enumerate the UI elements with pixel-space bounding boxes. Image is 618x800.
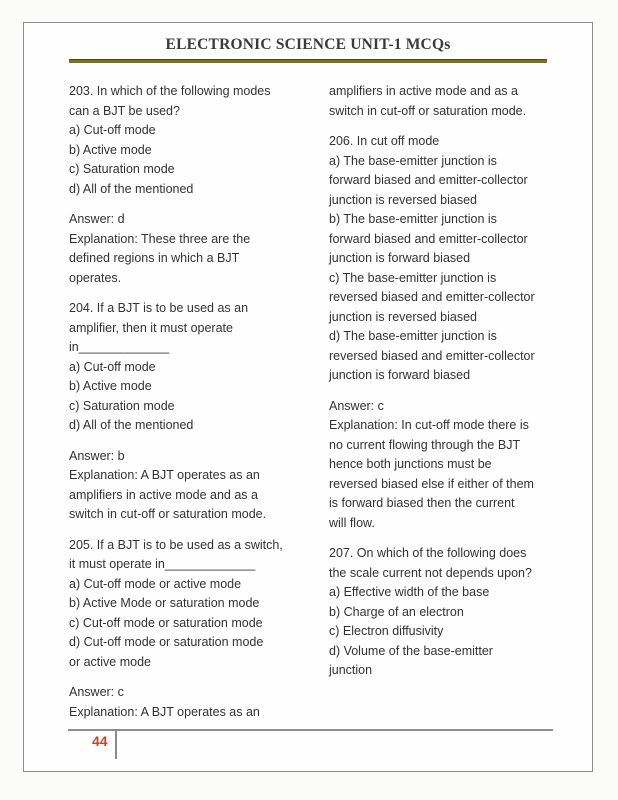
- text-line: it must operate in_____________: [69, 557, 256, 571]
- text-line: Answer: d: [69, 212, 125, 226]
- text-line: reversed biased and emitter-collector: [329, 348, 535, 363]
- question-block: [69, 82, 307, 199]
- text-line: the scale current not depends upon?: [329, 565, 532, 580]
- page-title: ELECTRONIC SCIENCE UNIT-1 MCQs: [165, 36, 451, 53]
- text-line: d) Cut-off mode or saturation mode: [69, 635, 264, 649]
- text-line: switch in cut-off or saturation mode.: [329, 103, 527, 118]
- text-line: c) Cut-off mode or saturation mode: [69, 615, 263, 630]
- answer-block: [329, 397, 567, 534]
- text-line: hence both junctions must be: [329, 457, 492, 471]
- text-line: reversed biased and emitter-collector: [329, 290, 535, 304]
- text-line: Explanation: In cut-off mode there is: [329, 418, 529, 432]
- text-line: 207. On which of the following does: [329, 546, 527, 560]
- text-line: a) Cut-off mode: [69, 123, 156, 137]
- text-line: no current flowing through the BJT: [329, 437, 521, 452]
- text-line: in_____________: [69, 340, 170, 354]
- question-block: [69, 536, 307, 673]
- text-line: Explanation: A BJT operates as an: [69, 468, 260, 482]
- text-line: operates.: [69, 270, 122, 285]
- text-line: c) Saturation mode: [69, 162, 175, 176]
- text-line: junction: [329, 663, 373, 677]
- text-line: or active mode: [69, 654, 151, 669]
- answer-continuation-block: [329, 82, 567, 121]
- text-line: Explanation: A BJT operates as an: [69, 704, 260, 719]
- text-line: d) All of the mentioned: [69, 418, 194, 432]
- text-line: d) All of the mentioned: [69, 181, 194, 196]
- text-line: b) The base-emitter junction is: [329, 212, 497, 226]
- page-number-bar: [115, 729, 117, 759]
- text-line: forward biased and emitter-collector: [329, 231, 528, 246]
- text-line: d) Volume of the base-emitter: [329, 643, 493, 658]
- text-line: c) The base-emitter junction is: [329, 270, 497, 285]
- document-page: [23, 22, 593, 772]
- question-block: [329, 132, 567, 386]
- right-column: [329, 82, 567, 733]
- text-line: b) Active mode: [69, 379, 152, 393]
- answer-block: [69, 683, 307, 722]
- text-line: b) Active mode: [69, 142, 152, 157]
- question-block: [69, 299, 307, 436]
- page-number: 44: [92, 733, 108, 749]
- text-line: amplifiers in active mode and as a: [329, 84, 518, 98]
- text-line: reversed biased else if either of them: [329, 476, 534, 491]
- text-line: a) Effective width of the base: [329, 585, 490, 599]
- answer-block: [69, 210, 307, 288]
- title-underline-rule: [69, 59, 547, 63]
- text-line: a) Cut-off mode: [69, 359, 156, 374]
- text-line: junction is forward biased: [329, 368, 471, 382]
- text-line: 206. In cut off mode: [329, 134, 440, 148]
- text-line: junction is reversed biased: [329, 309, 477, 324]
- text-line: a) Cut-off mode or active mode: [69, 576, 242, 591]
- text-line: c) Electron diffusivity: [329, 624, 444, 638]
- left-column: [69, 82, 307, 733]
- text-line: junction is forward biased: [329, 251, 471, 265]
- text-line: defined regions in which a BJT: [69, 251, 240, 265]
- text-line: is forward biased then the current: [329, 496, 515, 510]
- text-line: d) The base-emitter junction is: [329, 329, 497, 343]
- text-line: will flow.: [329, 515, 375, 530]
- text-line: switch in cut-off or saturation mode.: [69, 507, 267, 521]
- two-column-content: [69, 82, 567, 733]
- text-line: 203. In which of the following modes: [69, 84, 271, 98]
- text-line: forward biased and emitter-collector: [329, 173, 528, 187]
- question-block: [329, 544, 567, 681]
- answer-block: [69, 447, 307, 525]
- text-line: Answer: c: [69, 685, 124, 699]
- text-line: junction is reversed biased: [329, 192, 477, 207]
- footer-rule: [68, 729, 553, 731]
- text-line: amplifiers in active mode and as a: [69, 487, 258, 502]
- text-line: c) Saturation mode: [69, 398, 175, 413]
- text-line: b) Charge of an electron: [329, 604, 464, 619]
- text-line: amplifier, then it must operate: [69, 320, 233, 335]
- text-line: 204. If a BJT is to be used as an: [69, 301, 249, 315]
- text-line: a) The base-emitter junction is: [329, 153, 497, 168]
- text-line: can a BJT be used?: [69, 103, 180, 118]
- text-line: Answer: c: [329, 398, 384, 413]
- text-line: b) Active Mode or saturation mode: [69, 596, 260, 610]
- text-line: Explanation: These three are the: [69, 231, 251, 246]
- text-line: Answer: b: [69, 448, 125, 463]
- text-line: 205. If a BJT is to be used as a switch,: [69, 537, 283, 552]
